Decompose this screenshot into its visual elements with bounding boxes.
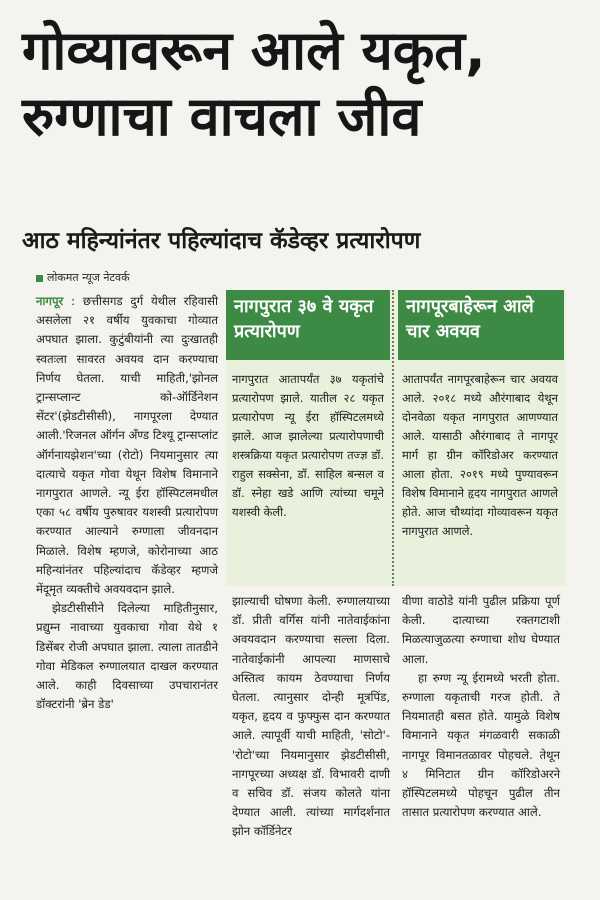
bullet-square-icon: [36, 275, 43, 282]
byline-text: लोकमत न्यूज नेटवर्क: [47, 271, 130, 284]
headline-line-1: गोव्यावरून आले यकृत,: [22, 19, 486, 82]
paragraph: वीणा वाठोडे यांनी पुढील प्रक्रिया पूर्ण केली. दात्याच्या रक्तगटाशी मिळत्याजुळत्या रुग्णाचा शोध घेण्यात आला.: [402, 594, 560, 666]
headline: [22, 18, 582, 150]
dotted-divider: [392, 290, 394, 586]
subheadline: आठ महिन्यांनंतर पहिल्यांदाच कॅडेव्हर प्रत्यारोपण: [22, 228, 421, 254]
article-column-3: [402, 592, 560, 822]
box-2-text: आतापर्यंत नागपूरबाहेरून चार अवयव आले. २०१८ मध्ये औरंगाबाद येथून दोनवेळा यकृत नागपुरात आणण्यात आले. यासाठी औरंगाबाद ते नागपूर मार्ग हा ग्रीन कॉरिडोअर करण्यात आला होता. २०१९ मध्ये पुण्यावरून विशेष विमानाने हृदय नागपुरात आणले होते. आज चौथ्यांदा गोव्यावरून यकृत नागपुरात आणले.: [402, 372, 558, 538]
paragraph: झाल्याची घोषणा केली. रुग्णालयाच्या डॉ. प्रीती वर्गिस यांनी नातेवाईकांना अवयवदान करण्याचा सल्ला दिला. नातेवाईकांनी आपल्या माणसाचे अस्तित्व कायम ठेवण्याचा निर्णय घेतला. त्यानुसार दोन्ही मूत्रपिंड, यकृत, हृदय व फुफ्फुस दान करण्यात आले. त्यापूर्वी याची माहिती, 'सोटो'-'रोटो'च्या नियमानुसार झेडटीसीसी, नागपूरच्या अध्यक्ष डॉ. विभावरी दाणी व सचिव डॉ. संजय कोलते यांना देण्यात आली. त्यांच्या मार्गदर्शनात झोन कॉर्डिनेटर: [232, 594, 390, 839]
lead-paragraph: [36, 292, 218, 599]
byline: [36, 270, 130, 285]
box-1-title: नागपुरात ३७ वे यकृत प्रत्यारोपण: [226, 290, 390, 360]
dateline: नागपूर: [36, 294, 64, 308]
article-column-1: [36, 292, 218, 714]
box-1-text: नागपुरात आतापर्यंत ३७ यकृतांचे प्रत्यारोपण झाले. यातील २८ यकृत प्रत्यारोपण न्यू ईरा हॉस्पिटलमध्ये झाले. आज झालेल्या प्रत्यारोपणाची शस्त्रक्रिया यकृत प्रत्यारोपण तज्ज्ञ डॉ. राहुल सक्सेना, डॉ. साहिल बन्सल व डॉ. स्नेहा खडे आणि त्यांच्या चमूने यशस्वी केली.: [232, 372, 384, 519]
paragraph: झेडटीसीसीने दिलेल्या माहितीनुसार, प्रद्युम्न नावाच्या युवकाचा गोवा येथे १ डिसेंबर रोजी अपघात झाला. त्याला तातडीने गोवा मेडिकल रुग्णालयात दाखल करण्यात आले. काही दिवसाच्या उपचारानंतर डॉक्टरांनी 'ब्रेन डेड': [36, 601, 218, 712]
article-column-2: [232, 592, 390, 842]
headline-line-2: रुग्णाचा वाचला जीव: [22, 85, 422, 148]
box-2-title: नागपूरबाहेरून आले चार अवयव: [398, 290, 564, 360]
lead-text: : छत्तीसगड दुर्ग येथील रहिवासी असलेला २१ वर्षीय युवकाचा गोव्यात अपघात झाला. कुटुंबीयांनी त्या दुःखातही स्वतःला सावरत अवयव दान करण्याचा निर्णय घेतला. याची माहिती,'झोनल ट्रान्सप्लान्ट को-ऑर्डिनेशन सेंटर'(झेडटीसीसी), नागपूरला देण्यात आली.'रिजनल ऑर्गन अँण्ड टिश्यू ट्रान्सप्लांट ऑर्गनायझेशन'च्या (रोटो) नियमानुसार त्या दात्याचे यकृत गोवा येथून विशेष विमानाने नागपुरात आणले. न्यू ईरा हॉस्पिटलमधील एका ५८ वर्षीय पुरुषावर यशस्वी प्रत्यारोपण करण्यात आल्याने रुग्णाला जीवनदान मिळाले. विशेष म्हणजे, कोरोनाच्या आठ महिन्यांनंतर पहिल्यांदाच कॅडेव्हर म्हणजे मेंदूमृत व्यक्तीचे अवयवदान झाले.: [36, 294, 218, 597]
paragraph: हा रुग्ण न्यू ईरामध्ये भरती होता. रुग्णाला यकृताची गरज होती. ते नियमातही बसत होते. यामुळे विशेष विमानाने यकृत मंगळवारी सकाळी नागपूर विमानतळावर पोहचले. तेथून ४ मिनिटात ग्रीन कॉरिडोअरने हॉस्पिटलमध्ये पोहचून पुढील तीन तासात प्रत्यारोपण करण्यात आले.: [402, 670, 560, 820]
